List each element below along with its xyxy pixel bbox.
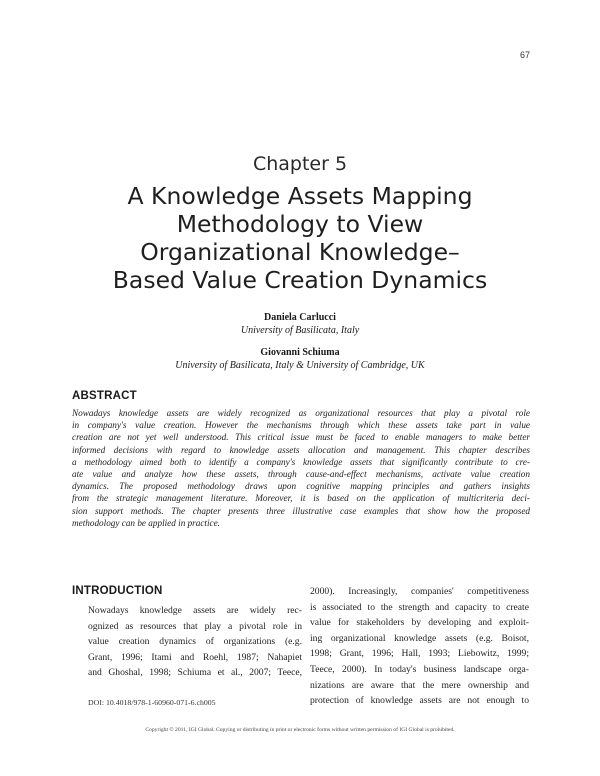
author-block (0, 311, 600, 337)
abstract-line: informed decisions with regard to knowledge assets allocation and management. This chapter describes (72, 444, 530, 455)
body-line: Nowadays knowledge assets are widely rec- (88, 605, 302, 616)
body-line: 2000). Increasingly, companies' competitiveness (310, 586, 529, 597)
author-affiliation: University of Basilicata, Italy & University of Cambridge, UK (175, 360, 425, 371)
abstract-line: from the strategic management literature. Moreover, it is based on the application of multicriteria deci- (72, 493, 530, 504)
body-line: ognized as resources that play a pivotal role in (88, 620, 302, 632)
body-line: ing organizational knowledge assets (e.g. Boisot, (310, 632, 529, 644)
body-line: is associated to the strength and capacity to create (310, 601, 529, 613)
body-line: nizations are aware that the mere ownership and (310, 679, 529, 691)
abstract-line: creation are not yet well understood. This critical issue must be faced to enable managers to make better (72, 432, 530, 443)
doi-line: DOI: 10.4018/978-1-60960-071-6.ch005 (88, 698, 216, 707)
abstract-body (72, 407, 530, 529)
chapter-title (70, 182, 530, 294)
body-line: value for stakeholders by developing and exploit- (310, 617, 529, 629)
abstract-line: in company's value creation. However the mechanisms through which these assets take part in value (72, 420, 530, 431)
chapter-title-line: Organizational Knowledge– (140, 238, 460, 266)
author-block (0, 346, 600, 372)
abstract-line: Nowadays knowledge assets are widely recognized as organizational resources that play a pivotal role (72, 408, 530, 418)
body-line: Grant, 1996; Itami and Roehl, 1987; Nahapiet (88, 651, 302, 663)
copyright-notice: Copyright © 2011, IGI Global. Copying or distributing in print or electronic forms without written permission of IGI Global is prohibited. (145, 727, 455, 733)
abstract-heading: ABSTRACT (72, 390, 137, 402)
author-name: Giovanni Schiuma (260, 347, 340, 358)
body-line: Teece, 2000). In today's business landscape orga- (310, 663, 529, 675)
chapter-title-line: A Knowledge Assets Mapping (127, 182, 473, 210)
introduction-left-column (88, 603, 302, 681)
author-affiliation: University of Basilicata, Italy (240, 325, 360, 336)
body-line: protection of knowledge assets are not enough to (310, 695, 529, 707)
author-name: Daniela Carlucci (264, 312, 336, 323)
body-line: value creation dynamics of organizations (e.g. (88, 636, 302, 648)
chapter-title-line: Based Value Creation Dynamics (112, 266, 488, 294)
body-line: and Ghoshal, 1998; Schiuma et al., 2007; Teece, (88, 667, 302, 679)
abstract-line: methodology can be applied in practice. (72, 517, 220, 528)
page-number: 67 (519, 50, 530, 60)
abstract-line: a methodology aimed both to identify a company's knowledge assets that significantly contribute to cre- (72, 456, 530, 467)
abstract-line: sion support methods. The chapter presents three illustrative case examples that show how the proposed (72, 505, 530, 516)
chapter-title-line: Methodology to View (176, 210, 424, 238)
abstract-line: dynamics. The proposed methodology draws upon cognitive mapping principles and gathers insights (72, 481, 530, 492)
introduction-heading: INTRODUCTION (72, 585, 163, 597)
introduction-right-column (310, 584, 529, 709)
body-line: 1998; Grant, 1996; Hall, 1993; Liebowitz, 1999; (310, 648, 529, 660)
chapter-label: Chapter 5 (252, 153, 348, 175)
abstract-line: ate value and analyze how these assets, through cause-and-effect mechanisms, activate value creation (72, 469, 530, 480)
